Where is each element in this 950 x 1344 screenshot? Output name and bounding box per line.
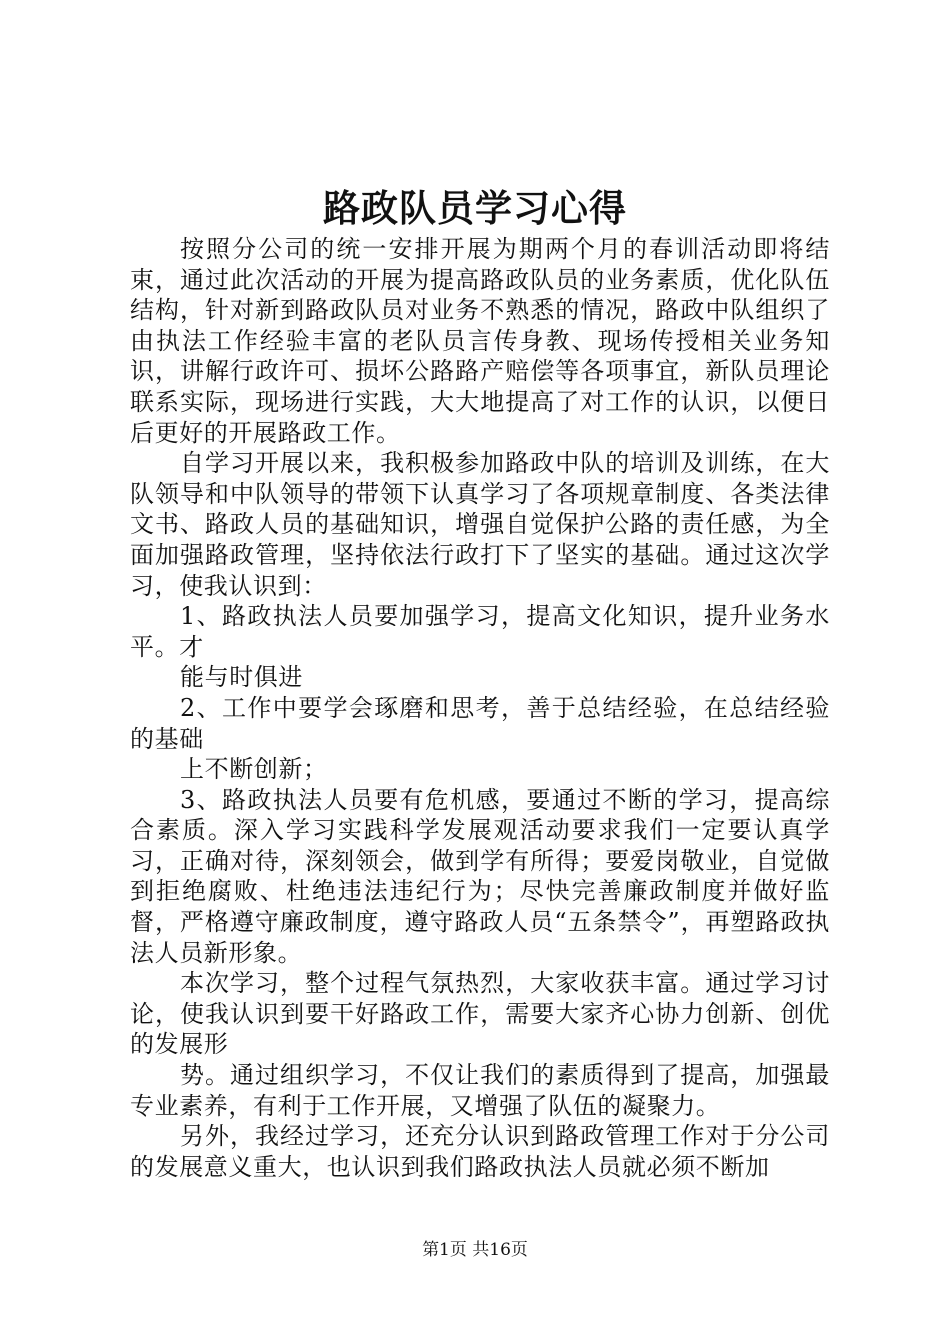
document-title: 路政队员学习心得 xyxy=(323,186,627,230)
list-item-1: 1、路政执法人员要加强学习，提高文化知识，提升业务水平。才 xyxy=(130,602,830,661)
page-number-footer: 第1页 共16页 xyxy=(422,1240,528,1260)
paragraph-3: 本次学习，整个过程气氛热烈，大家收获丰富。通过学习讨论，使我认识到要干好路政工作，需要大家齐心协力创新、创优的发展形 xyxy=(130,969,830,1059)
paragraph-1: 按照分公司的统一安排开展为期两个月的春训活动即将结束，通过此次活动的开展为提高路政队员的业务素质，优化队伍结构，针对新到路政队员对业务不熟悉的情况，路政中队组织了由执法工作经验丰富的老队员言传身教、现场传授相关业务知识，讲解行政许可、损坏公路路产赔偿等各项事宜，新队员理论联系实际，现场进行实践，大大地提高了对工作的认识，以便日后更好的开展路政工作。 xyxy=(130,235,830,447)
paragraph-4: 另外，我经过学习，还充分认识到路政管理工作对于分公司的发展意义重大，也认识到我们路政执法人员就必须不断加 xyxy=(130,1122,830,1181)
list-item-2-continuation: 上不断创新； xyxy=(180,755,328,784)
list-item-3: 3、路政执法人员要有危机感，要通过不断的学习，提高综合素质。深入学习实践科学发展观活动要求我们一定要认真学习，正确对待，深刻领会，做到学有所得；要爱岗敬业，自觉做到拒绝腐败、杜绝违法违纪行为；尽快完善廉政制度并做好监督，严格遵守廉政制度，遵守路政人员“五条禁令”，再塑路政执法人员新形象。 xyxy=(130,785,830,967)
list-item-2: 2、工作中要学会琢磨和思考，善于总结经验，在总结经验的基础 xyxy=(130,693,830,753)
document-body xyxy=(130,234,830,1182)
paragraph-3-continuation: 势。通过组织学习，不仅让我们的素质得到了提高，加强最专业素养，有利于工作开展，又增强了队伍的凝聚力。 xyxy=(130,1061,830,1120)
list-item-1-continuation: 能与时俱进 xyxy=(180,663,303,692)
paragraph-2: 自学习开展以来，我积极参加路政中队的培训及训练，在大队领导和中队领导的带领下认真学习了各项规章制度、各类法律文书、路政人员的基础知识，增强自觉保护公路的责任感，为全面加强路政管理，坚持依法行政打下了坚实的基础。通过这次学习，使我认识到： xyxy=(130,449,830,600)
